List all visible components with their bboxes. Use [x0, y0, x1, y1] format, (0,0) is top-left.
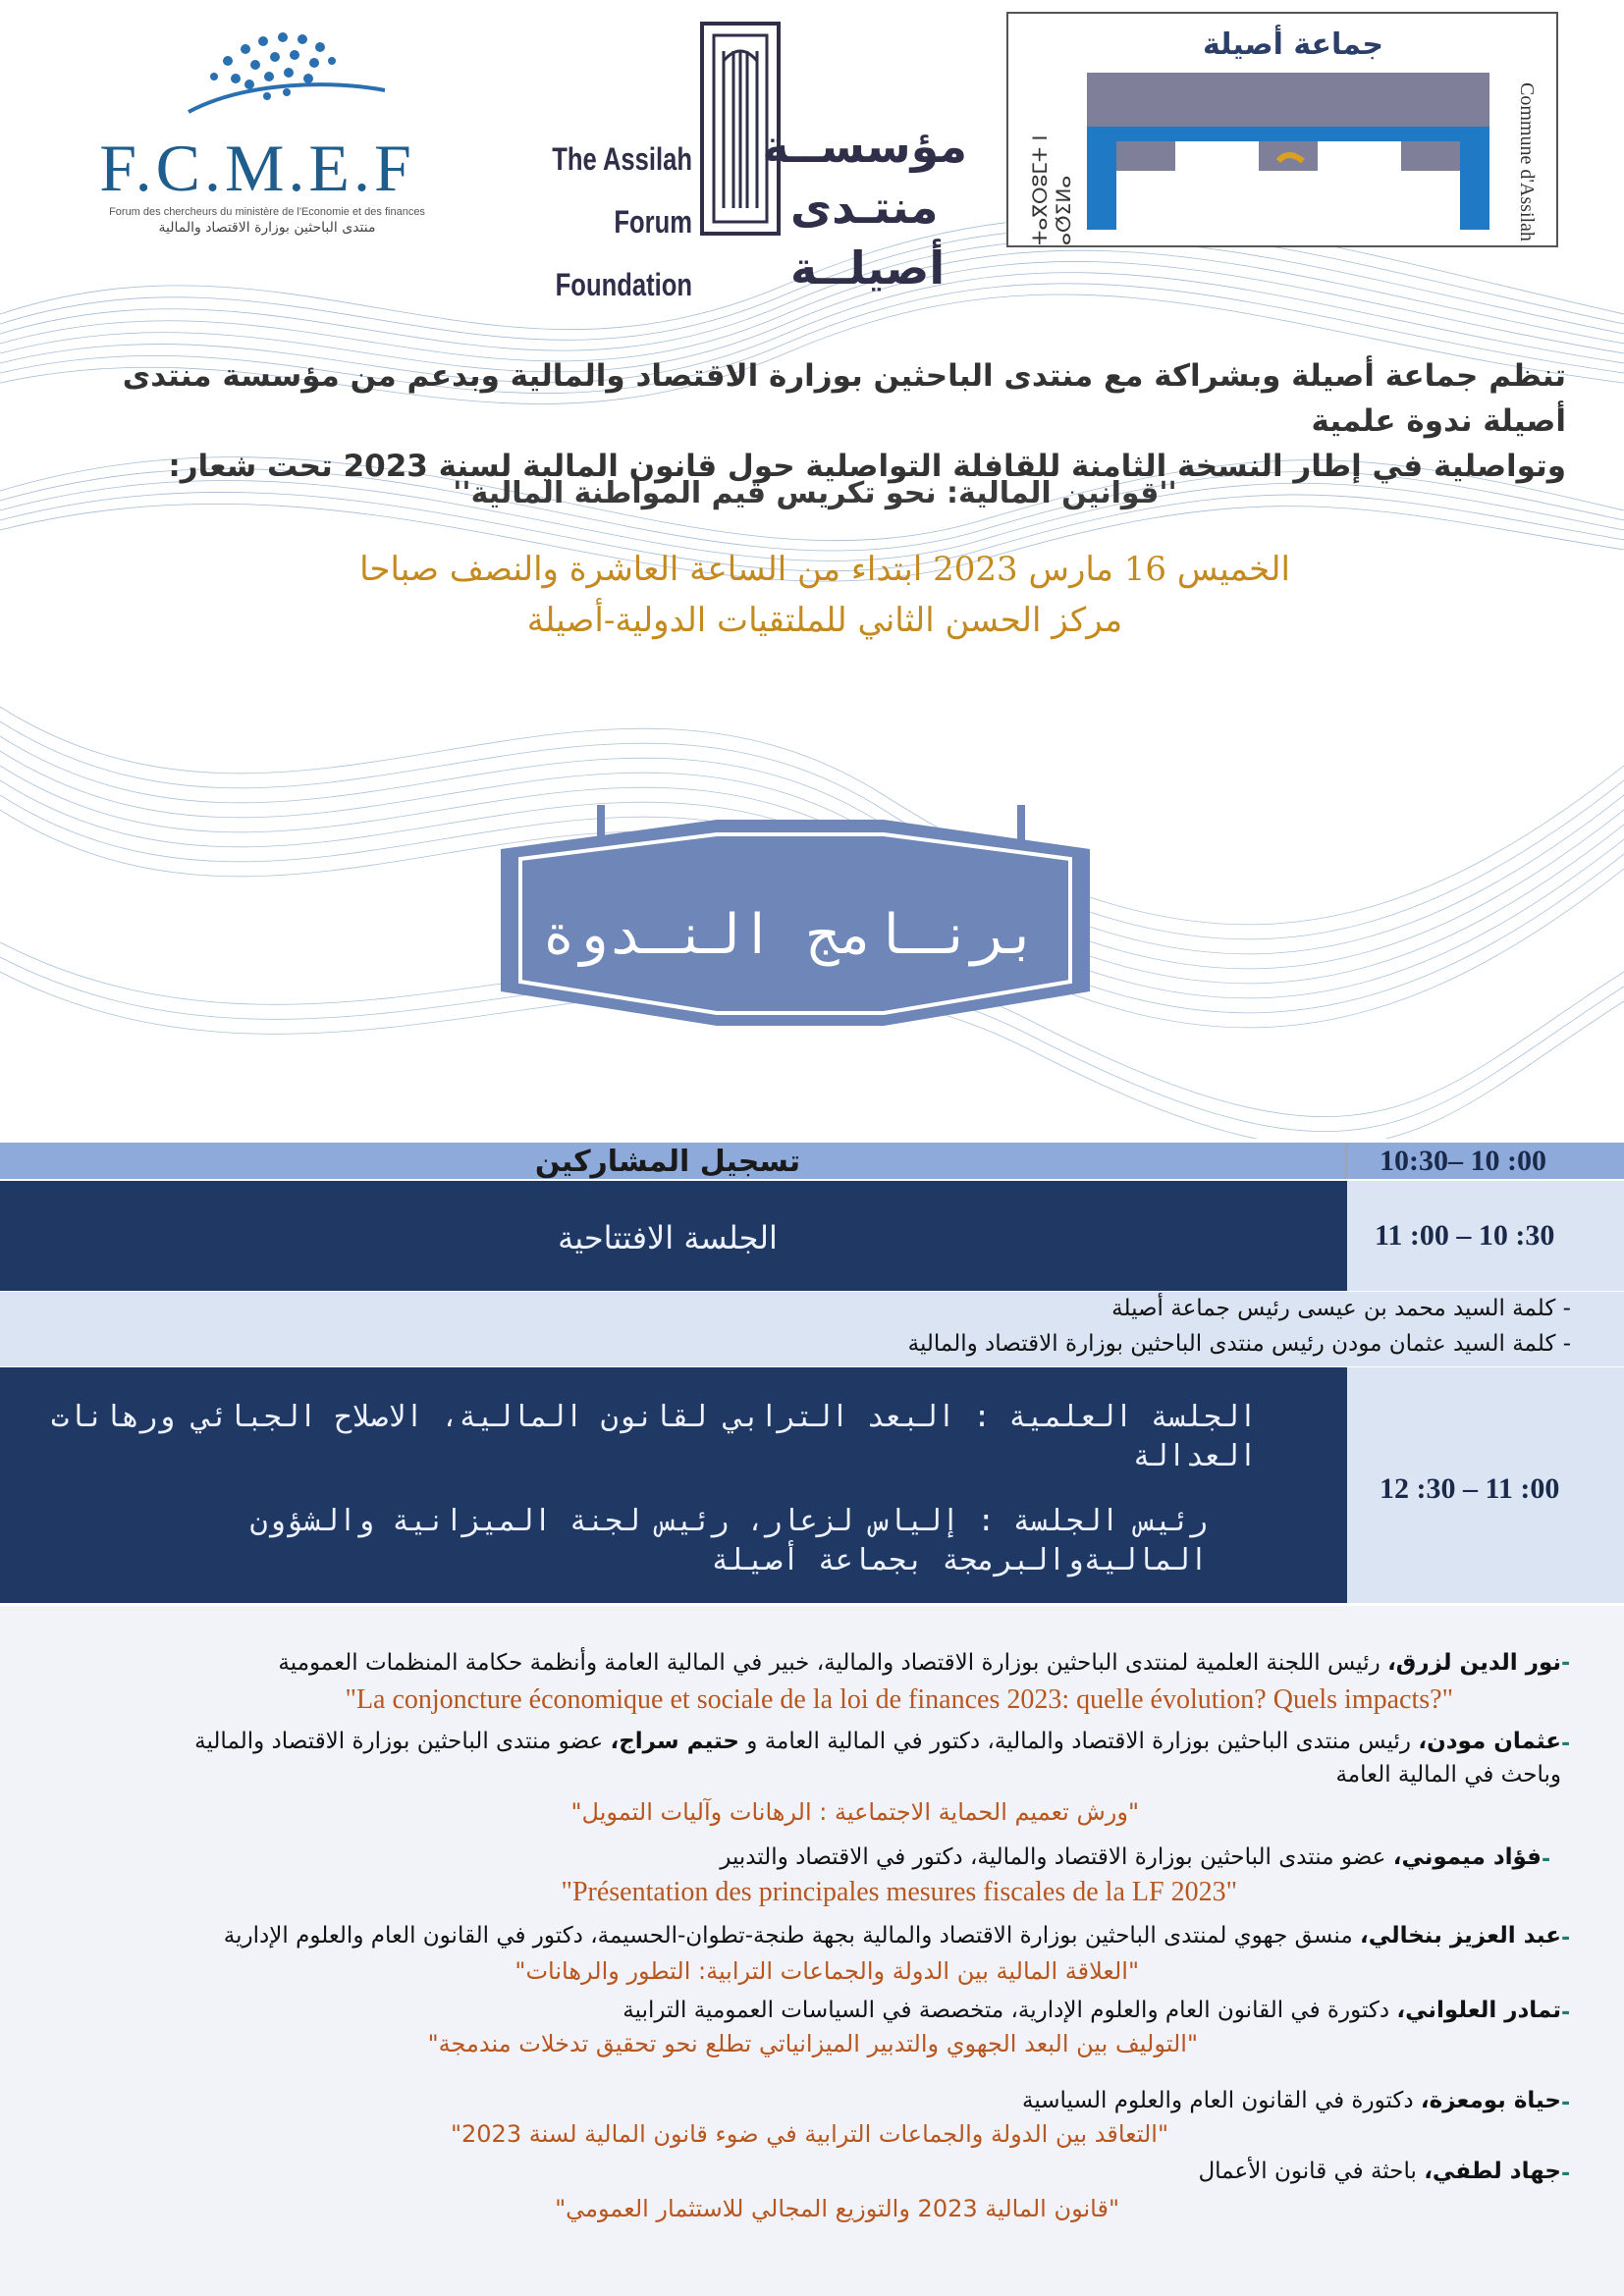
speaker-name: فؤاد ميموني،: [1392, 1844, 1542, 1870]
opening-time: 11 :00 – 10 :30: [1375, 1219, 1555, 1252]
talk-title: "العلاقة المالية بين الدولة والجماعات الترابية: التطور والرهانات": [514, 1957, 1139, 1985]
intro-paragraph: [59, 353, 1566, 489]
speaker-description-2: عضو منتدى الباحثين بوزارة الاقتصاد والمالية: [194, 1729, 611, 1754]
opening-label: الجلسة الافتتاحية: [558, 1219, 778, 1256]
speaker-5: [10, 1995, 1561, 2026]
assilah-ar-line1: مؤسســة: [762, 120, 967, 173]
speaker-bullet: -: [1561, 2091, 1571, 2115]
speaker-description: رئيس منتدى الباحثين بوزارة الاقتصاد والمالية، دكتور في المالية العامة و: [739, 1729, 1419, 1754]
speaker-description: دكتورة في القانون العام والعلوم الإدارية، متخصصة في السياسات العمومية الترابية: [623, 1998, 1397, 2023]
speaker-name-2: حتيم سراج،: [610, 1729, 739, 1754]
assilah-en-line1: The Assilah: [552, 141, 692, 177]
event-date: الخميس 16 مارس 2023 ابتداء من الساعة العاشرة والنصف صباحا: [359, 550, 1290, 589]
talk-title: "ورش تعميم الحماية الاجتماعية : الرهانات وآليات التمويل": [570, 1798, 1139, 1826]
fcmef-logo: [61, 22, 454, 236]
assilah-forum-logo: [506, 22, 967, 302]
speaker-bullet: -: [1542, 1847, 1551, 1872]
commune-emblem-icon: [1087, 73, 1489, 230]
speaker-description: دكتورة في القانون العام والعلوم السياسية: [1022, 2088, 1421, 2113]
divider: [1345, 1143, 1348, 1179]
assilah-name-en: [543, 128, 692, 316]
speaker-description: رئيس اللجنة العلمية لمنتدى الباحثين بوزارة الاقتصاد والمالية، خبير في المالية العامة وأنظمة حكامة المنظمات العمومية: [278, 1650, 1388, 1676]
speaker-description: باحثة في قانون الأعمال: [1198, 2159, 1425, 2184]
speaker-description: منسق جهوي لمنتدى الباحثين بوزارة الاقتصاد والمالية بجهة طنجة-تطوان-الحسيمة، دكتور في القانون العام والعلوم الإدارية: [223, 1923, 1360, 1949]
talk-title: "التعاقد بين الدولة والجماعات الترابية في ضوء قانون المالية لسنة 2023": [450, 2120, 1168, 2148]
speaker-bullet: -: [1561, 2162, 1571, 2186]
opening-speech-1: - كلمة السيد محمد بن عيسى رئيس جماعة أصيلة: [1111, 1296, 1571, 1321]
speaker-name: تمادر العلواني،: [1396, 1998, 1561, 2023]
talk-title: "التوليف بين البعد الجهوي والتدبير الميزانياتي تطلع نحو تحقيق تدخلات مندمجة": [427, 2030, 1198, 2057]
speaker-2-continued: وباحث في المالية العامة: [1335, 1762, 1561, 1788]
event-slogan: ''قوانين المالية: نحو تكريس قيم المواطنة المالية'': [453, 476, 1177, 510]
commune-name-tifinagh: ⵜⴰⴳⵔⵓⵎⵜ ⵏ ⴰⵚⵉⵍⴰ: [1028, 134, 1075, 245]
assilah-name-ar: [762, 116, 967, 298]
opening-speech-2: - كلمة السيد عثمان مودن رئيس منتدى الباحثين بوزارة الاقتصاد والمالية: [907, 1331, 1571, 1357]
talk-title: "Présentation des principales mesures fiscales de la LF 2023": [561, 1877, 1237, 1907]
stars-globe-icon: [169, 22, 395, 130]
speaker-description: عضو منتدى الباحثين بوزارة الاقتصاد والمالية، دكتور في الاقتصاد والتدبير: [720, 1844, 1393, 1870]
program-title: برنـامج النـدوة: [542, 903, 1039, 967]
speaker-2: [10, 1726, 1561, 1757]
fcmef-subtitle-fr: Forum des chercheurs du ministère de l'Economie et des finances: [109, 206, 425, 218]
assilah-en-line2: Forum Foundation: [555, 204, 692, 302]
speaker-name: عثمان مودن،: [1418, 1729, 1561, 1754]
scientific-time: 12 :30 – 11 :00: [1380, 1472, 1560, 1505]
assilah-ar-line2: منتـدى أصيلــة: [790, 181, 946, 294]
fcmef-name: F.C.M.E.F: [99, 131, 415, 205]
speaker-bullet: -: [1561, 2001, 1571, 2025]
commune-name-fr: Commune d'Assilah: [1516, 82, 1538, 241]
registration-label: تسجيل المشاركين: [534, 1145, 801, 1179]
commune-assilah-logo: [1006, 12, 1558, 247]
speaker-bullet: -: [1561, 1926, 1571, 1950]
fcmef-subtitle-ar: منتدى الباحثين بوزارة الاقتصاد والمالية: [158, 220, 376, 236]
intro-line-1: تنظم جماعة أصيلة وبشراكة مع منتدى الباحثين بوزارة الاقتصاد والمالية وبدعم من مؤسسة منتدى أصيلة ندوة علمية: [122, 358, 1566, 439]
registration-time: 10:30– 10 :00: [1380, 1145, 1546, 1177]
intro-line-2: وتواصلية في إطار النسخة الثامنة للقافلة التواصلية حول قانون المالية لسنة 2023 تحت شعار:: [168, 449, 1566, 484]
commune-name-ar: جماعة أصيلة: [1202, 27, 1384, 62]
talk-title: "قانون المالية 2023 والتوزيع المجالي للاستثمار العمومي": [555, 2195, 1119, 2222]
speaker-name: جهاد لطفي،: [1424, 2159, 1561, 2184]
scientific-session-title: الجلسة العلمية : البعد الترابي لقانون المالية، الاصلاح الجبائي ورهانات العدالة: [50, 1400, 1257, 1473]
talk-title: "La conjoncture économique et sociale de la loi de finances 2023: quelle évolution? Quels impacts?": [345, 1684, 1453, 1715]
speaker-4: [10, 1920, 1561, 1951]
speaker-bullet: -: [1561, 1651, 1571, 1676]
speaker-bullet: -: [1561, 1732, 1571, 1756]
speaker-7: [10, 2156, 1561, 2187]
event-venue: مركز الحسن الثاني للملتقيات الدولية-أصيلة: [526, 601, 1123, 640]
speaker-name: عبد العزيز بنخالي،: [1359, 1923, 1561, 1949]
speaker-3: [10, 1842, 1542, 1873]
speaker-name: نور الدين لزرق،: [1387, 1650, 1561, 1676]
speaker-6: [10, 2085, 1561, 2116]
speaker-1: [10, 1647, 1561, 1679]
speaker-name: حياة بومعزة،: [1420, 2088, 1561, 2113]
session-chair: رئيس الجلسة : إلياس لزعار، رئيس لجنة الميزانية والشؤون الماليةوالبرمجة بجماعة أصيلة: [249, 1504, 1208, 1577]
